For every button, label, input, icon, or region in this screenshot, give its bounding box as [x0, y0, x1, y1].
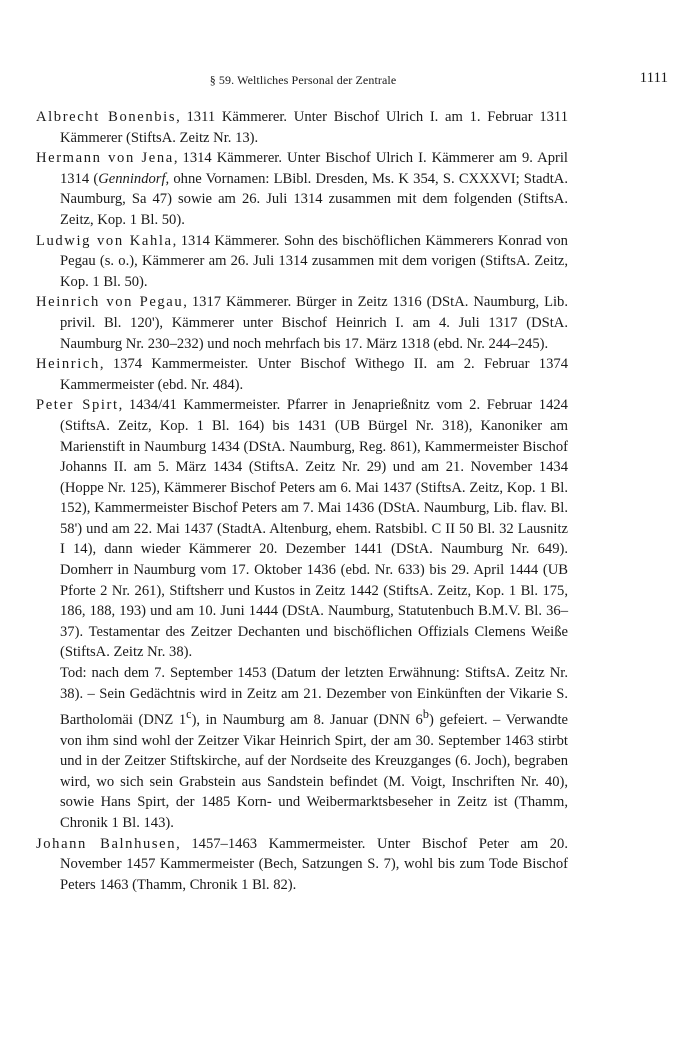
entry-name: Heinrich — [36, 356, 100, 373]
continuation-text: ) gefeiert. – Verwandte von ihm sind wohl der Zeitzer Vikar Heinrich Spirt, der am 30. September 1463 stirbt und in der Zeitzer Stiftskirche, auf der Nordseite des Kreuzganges (6. Joch), begraben wird, wo sich sein Grabstein aus Sandstein befindet (M. Voigt, Inschriften Nr. 40), sowie Hans Spirt, der 1485 Korn- und Weibermarktsbeseher in Zeitz ist (Thamm, Chronik 1 Bl. 143). — [60, 712, 568, 832]
superscript: c — [186, 707, 192, 722]
entry-name: Albrecht Bonenbis — [36, 109, 177, 125]
page-number: 1111 — [639, 70, 668, 86]
entry-peter-spirt — [36, 395, 568, 663]
entry-text: , 1314 Kämmerer. Unter Bischof Ulrich I. Kämmerer am 9. April 1314 ( — [60, 150, 568, 187]
entry-albrecht-bonenbis — [36, 107, 568, 148]
superscript: b — [422, 707, 429, 722]
running-head: § 59. Weltliches Personal der Zentrale — [209, 73, 397, 87]
entry-text: , 1434/41 Kammermeister. Pfarrer in Jenaprießnitz vom 2. Februar 1424 (StiftsA. Zeitz, Kop. 1 Bl. 164) bis 1431 (UB Bürgel Nr. 318), Kanoniker am Marienstift in Naumburg 1434 (DStA. Naumburg, Reg. 861), Kammermeister Bischof Johanns II. am 5. März 1434 (StiftsA. Zeitz Nr. 29) und am 21. November 1434 (Hoppe Nr. 125), Kämmerer Bischof Peters am 6. Mai 1437 (StiftsA. Zeitz, Kop. 1 Bl. 152), Kammermeister Bischof Peters am 7. Mai 1436 (DStA. Naumburg, Lib. flav. Bl. 58') und am 22. Mai 1437 (StadtA. Altenburg, ehem. Ratsbibl. C II 50 Bl. 32 Lausnitz I 14), dann wieder Kämmerer 20. Dezember 1441 (DStA. Naumburg Nr. 649). Domherr in Naumburg vom 17. Oktober 1436 (ebd. Nr. 633) bis 29. April 1444 (UB Pforte 2 Nr. 261), Stiftsherr und Kustos in Zeitz 1442 (StiftsA. Zeitz, Kop. 1 Bl. 175, 186, 188, 193) und am 10. Juni 1444 (DStA. Naumburg, Statutenbuch B.M.V. Bl. 36–37). Testamentar des Zeitzer Dechanten und bischöflichen Offizials Clemens Weiße (StiftsA. Zeitz Nr. 38). — [60, 397, 568, 661]
entry-name: Hermann von Jena — [36, 150, 174, 167]
entry-ludwig-von-kahla — [36, 231, 568, 293]
entry-name: Johann Balnhusen — [36, 835, 177, 852]
entry-text: , 1314 Kämmerer. Sohn des bischöflichen Kämmerers Konrad von Pegau (s. o.), Kämmerer am 26. Juli 1314 zusammen mit dem vorigen (StiftsA. Zeitz, Kop. 1 Bl. 50). — [60, 232, 568, 290]
entry-text: , 1457–1463 Kammermeister. Unter Bischof Peter am 20. November 1457 Kammermeister (Bech, Satzungen S. 7), wohl bis zum Tode Bischof Peters 1463 (Thamm, Chronik 1 Bl. 82). — [60, 835, 569, 893]
entry-italic-text: Gennindorf, — [98, 170, 170, 187]
document-body — [36, 107, 568, 895]
entry-name: Peter Spirt — [36, 397, 119, 414]
entry-heinrich — [36, 354, 568, 395]
entry-heinrich-von-pegau — [36, 292, 568, 354]
entry-name: Ludwig von Kahla — [36, 232, 173, 249]
continuation-text: Tod: nach dem 7. September 1453 (Datum der letzten Erwähnung: StiftsA. Zeitz Nr. 38). – Sein Gedächtnis wird in Zeitz am 21. Dezember von Einkünften der Vikarie S. Bartholomäi (DNZ 1 — [60, 665, 568, 729]
page-header — [36, 70, 668, 90]
entry-hermann-von-jena — [36, 148, 568, 230]
entry-text: ohne Vornamen: LBibl. Dresden, Ms. K 354, S. CXXXVI; StadtA. Naumburg, Sa 47) sowie am 26. Juli 1314 zusammen mit dem folgenden (StiftsA. Zeitz, Kop. 1 Bl. 50). — [60, 170, 568, 228]
entry-peter-spirt-death-note — [36, 663, 568, 834]
entry-text: , 1311 Kämmerer. Unter Bischof Ulrich I. am 1. Februar 1311 Kämmerer (StiftsA. Zeitz Nr. 13). — [60, 109, 568, 146]
entry-name: Heinrich von Pegau — [36, 294, 184, 311]
entry-text: , 1317 Kämmerer. Bürger in Zeitz 1316 (DStA. Naumburg, Lib. privil. Bl. 120'), Kämmerer unter Bischof Heinrich I. am 4. Juli 1317 (DStA. Naumburg Nr. 230–232) und noch mehrfach bis 17. März 1318 (ebd. Nr. 244–245). — [60, 294, 568, 352]
entry-johann-balnhusen — [36, 834, 568, 896]
continuation-text: ), in Naumburg am 8. Januar (DNN 6 — [191, 712, 423, 729]
entry-text: , 1374 Kammermeister. Unter Bischof Withego II. am 2. Februar 1374 Kammermeister (ebd. Nr. 484). — [60, 356, 568, 393]
